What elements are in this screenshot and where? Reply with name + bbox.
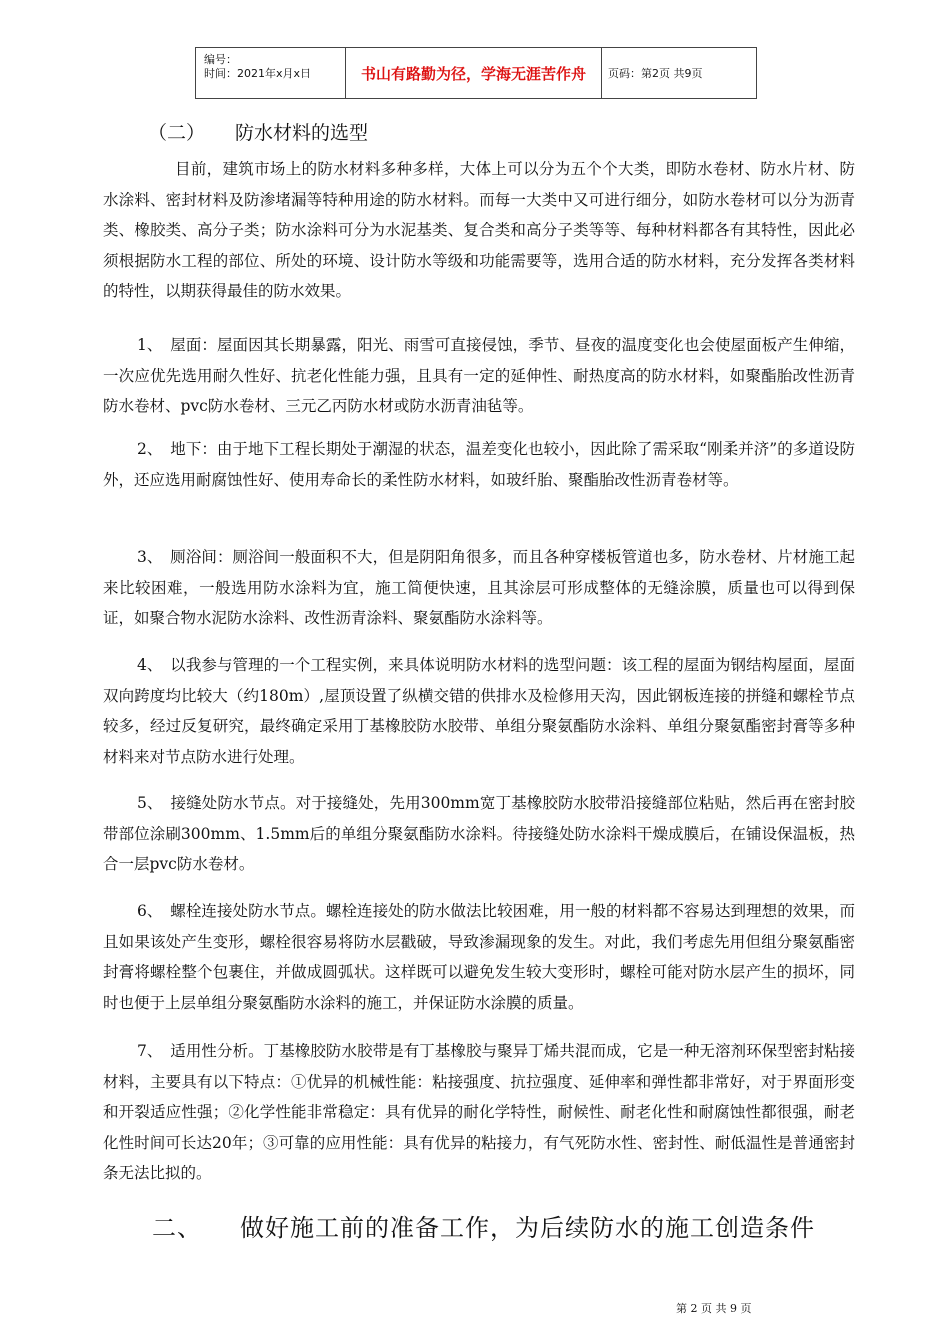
- code-label: 编号：: [204, 53, 237, 66]
- paragraph-6: 6、 螺栓连接处防水节点。螺栓连接处的防水做法比较困难，用一般的材料都不容易达到理想的效果，而且如果该处产生变形，螺栓很容易将防水层戳破，导致渗漏现象的发生。对此，我们考虑先用但组分聚氨酯密封膏将螺栓整个包裹住，并做成圆弧状。这样既可以避免发生较大变形时，螺栓可能对防水层产生的损坏，同时也便于上层单组分聚氨酯防水涂料的施工，并保证防水涂膜的质量。: [103, 902, 855, 1012]
- date-label: 时间：2021年x月x日: [204, 67, 312, 80]
- section-heading: [148, 118, 368, 145]
- section-number: （二）: [148, 122, 206, 144]
- paragraph-3: 3、 厕浴间：厕浴间一般面积不大，但是阴阳角很多，而且各种穿楼板管道也多，防水卷材、片材施工起来比较困难，一般选用防水涂料为宜，施工简便快速，且其涂层可形成整体的无缝涂膜，质量也可以得到保证，如聚合物水泥防水涂料、改性沥青涂料、聚氨酯防水涂料等。: [103, 548, 855, 627]
- section-title: 防水材料的选型: [235, 122, 369, 144]
- page-indicator: 页码：第2页 共9页: [608, 67, 703, 80]
- paragraph-2: 2、 地下：由于地下工程长期处于潮湿的状态，温差变化也较小，因此除了需采取“刚柔并济”的多道设防外，还应选用耐腐蚀性好、使用寿命长的柔性防水材料，如玻纤胎、聚酯胎改性沥青卷材等。: [103, 440, 855, 489]
- paragraph-4: 4、 以我参与管理的一个工程实例，来具体说明防水材料的选型问题：该工程的屋面为钢结构屋面，屋面双向跨度均比较大（约180m）,屋顶设置了纵横交错的供排水及检修用天沟，因此钢板连接的拼缝和螺栓节点较多，经过反复研究，最终确定采用丁基橡胶防水胶带、单组分聚氨酯防水涂料、单组分聚氨酯密封膏等多种材料来对节点防水进行处理。: [103, 656, 855, 766]
- paragraph-7: 7、 适用性分析。丁基橡胶防水胶带是有丁基橡胶与聚异丁烯共混而成，它是一种无溶剂环保型密封粘接材料，主要具有以下特点：①优异的机械性能：粘接强度、抗拉强度、延伸率和弹性都非常好，对于界面形变和开裂适应性强；②化学性能非常稳定：具有优异的耐化学特性，耐候性、耐老化性和耐腐蚀性都很强，耐老化性时间可长达20年；③可靠的应用性能：具有优异的粘接力，有气死防水性、密封性、耐低温性是普通密封条无法比拟的。: [103, 1042, 855, 1182]
- paragraph-1: 1、 屋面：屋面因其长期暴露，阳光、雨雪可直接侵蚀，季节、昼夜的温度变化也会使屋面板产生伸缩，一次应优先选用耐久性好、抗老化性能力强，且具有一定的延伸性、耐热度高的防水材料，如聚酯胎改性沥青防水卷材、pvc防水卷材、三元乙丙防水材或防水沥青油毡等。: [103, 336, 855, 415]
- chapter-number: 二、: [152, 1214, 202, 1242]
- page-footer: 第 2 页 共 9 页: [676, 1302, 752, 1315]
- chapter-heading: [152, 1208, 815, 1243]
- page-header: [195, 47, 757, 99]
- chapter-title: 做好施工前的准备工作，为后续防水的施工创造条件: [240, 1214, 815, 1242]
- paragraph-intro: 目前，建筑市场上的防水材料多种多样，大体上可以分为五个个大类，即防水卷材、防水片材、防水涂料、密封材料及防渗堵漏等特种用途的防水材料。而每一大类中又可进行细分，如防水卷材可以分为沥青类、橡胶类、高分子类；防水涂料可分为水泥基类、复合类和高分子类等等、每种材料都各有其特性，因此必须根据防水工程的部位、所处的环境、设计防水等级和功能需要等，选用合适的防水材料，充分发挥各类材料的特性，以期获得最佳的防水效果。: [103, 160, 855, 300]
- paragraph-5: 5、 接缝处防水节点。对于接缝处，先用300mm宽丁基橡胶防水胶带沿接缝部位粘贴，然后再在密封胶带部位涂刷300mm、1.5mm后的单组分聚氨酯防水涂料。待接缝处防水涂料干燥成膜后，在铺设保温板，热合一层pvc防水卷材。: [103, 794, 855, 873]
- header-meta: [196, 48, 346, 98]
- motto: 书山有路勤为径，学海无涯苦作舟: [346, 48, 602, 98]
